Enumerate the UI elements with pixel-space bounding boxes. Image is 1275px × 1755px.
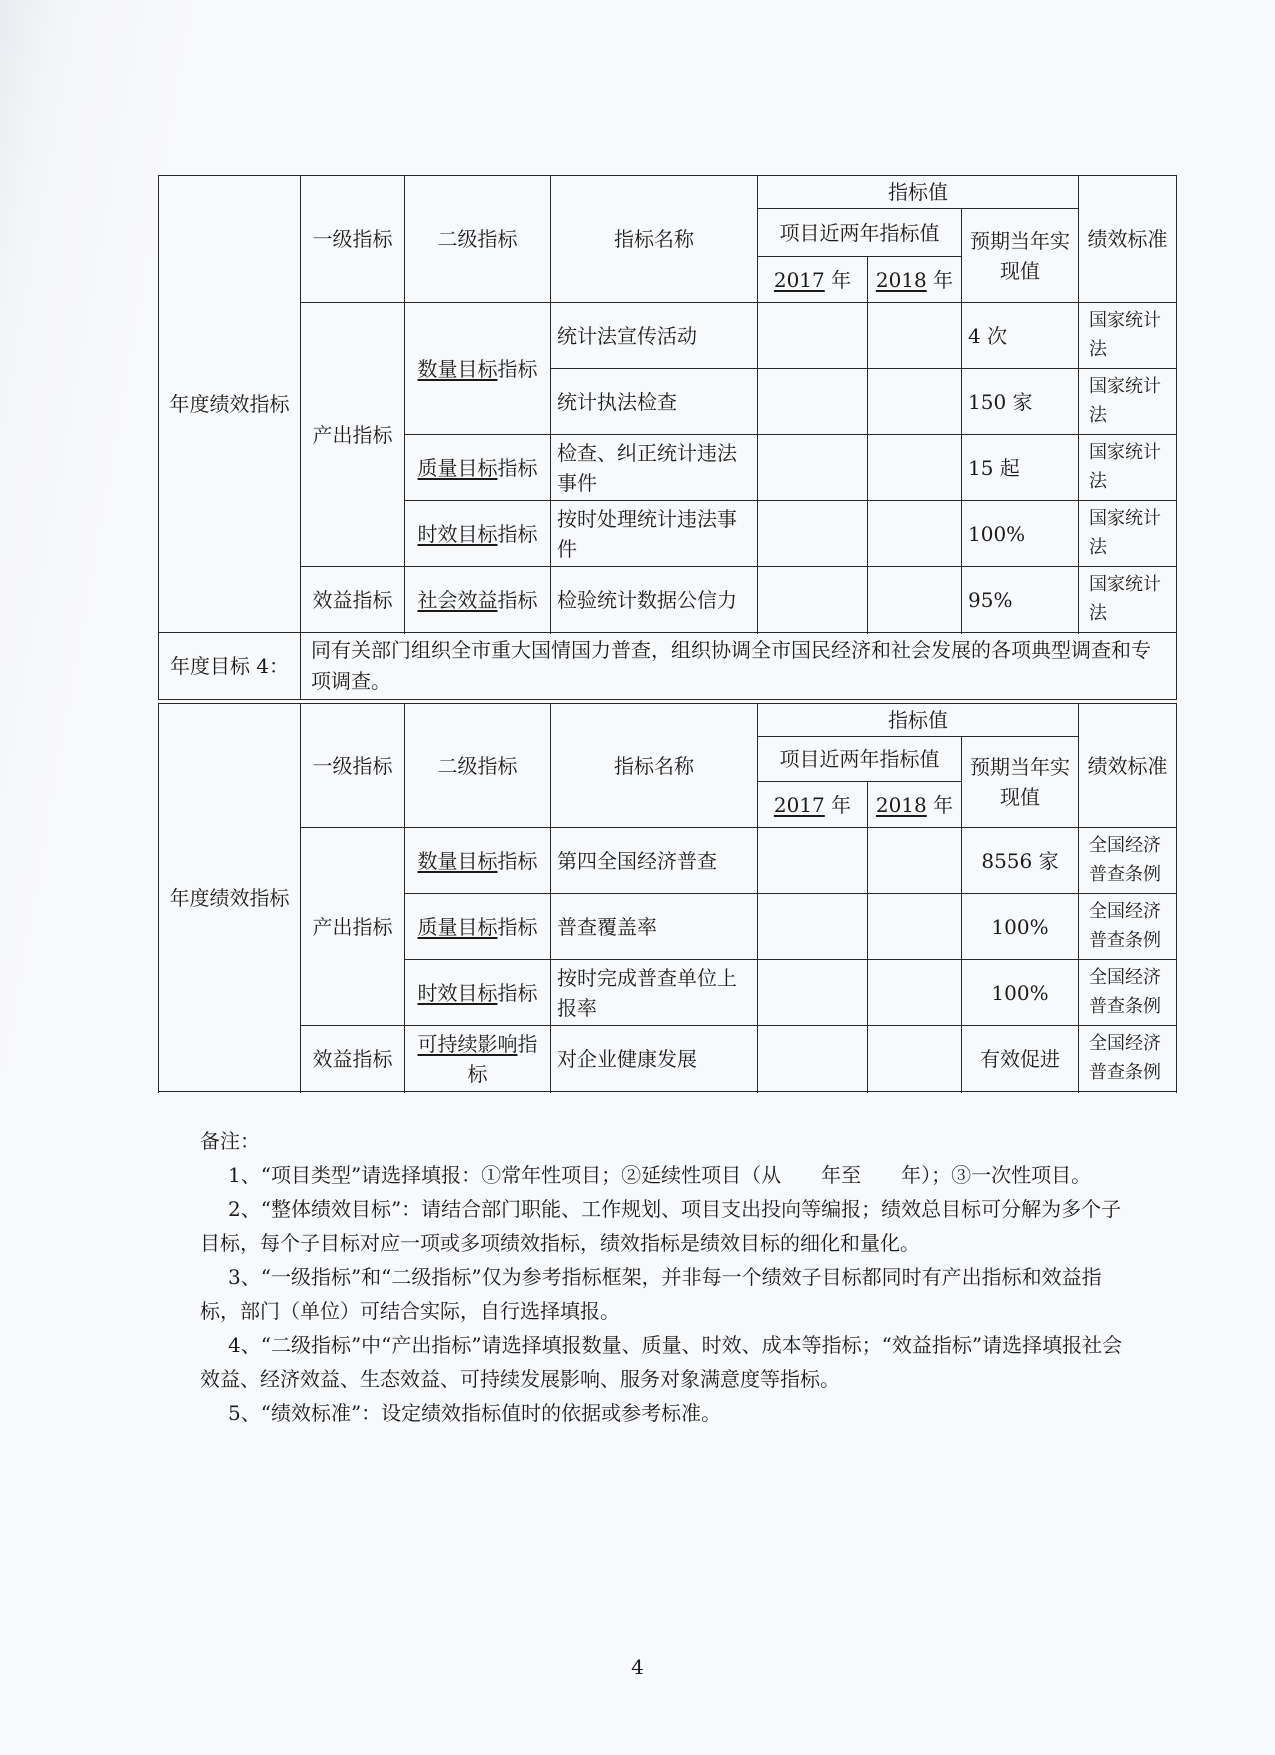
goal4-text: 同有关部门组织全市重大国情国力普查，组织协调全市国民经济和社会发展的各项典型调查和专项调查。 bbox=[301, 633, 1177, 700]
header-expected: 预期当年实现值 bbox=[962, 209, 1079, 303]
header-year-2017: 2017 年 bbox=[758, 257, 868, 303]
indicator-name: 检查、纠正统计违法事件 bbox=[551, 435, 758, 501]
expected-value: 100% bbox=[962, 501, 1079, 567]
value-2017 bbox=[758, 1026, 868, 1092]
level2-cell: 时效目标指标 bbox=[405, 960, 551, 1026]
value-2017 bbox=[758, 435, 868, 501]
header-indicator-value: 指标值 bbox=[758, 704, 1079, 737]
level2-cell: 数量目标指标 bbox=[405, 828, 551, 894]
level2-cell: 数量目标指标 bbox=[405, 303, 551, 435]
note-item: 5、“绩效标准”：设定绩效指标值时的依据或参考标准。 bbox=[228, 1401, 722, 1425]
value-2017 bbox=[758, 369, 868, 435]
header-level1: 一级指标 bbox=[301, 176, 405, 303]
level2-cell: 社会效益指标 bbox=[405, 567, 551, 633]
value-2017 bbox=[758, 960, 868, 1026]
value-2018 bbox=[868, 501, 962, 567]
value-2017 bbox=[758, 828, 868, 894]
header-name: 指标名称 bbox=[551, 176, 758, 303]
header-standard: 绩效标准 bbox=[1079, 176, 1177, 303]
note-item: 1、“项目类型”请选择填报：①常年性项目；②延续性项目（从 年至 年）；③一次性项目。 bbox=[228, 1163, 1092, 1187]
header-year-2018: 2018 年 bbox=[868, 257, 962, 303]
expected-value: 8556 家 bbox=[962, 828, 1079, 894]
indicator-name: 检验统计数据公信力 bbox=[551, 567, 758, 633]
notes-section bbox=[200, 1124, 1140, 1430]
header-level1: 一级指标 bbox=[301, 704, 405, 828]
header-year-2017: 2017 年 bbox=[758, 782, 868, 828]
section1-title: 年度绩效指标 bbox=[159, 176, 301, 633]
header-indicator-value: 指标值 bbox=[758, 176, 1079, 209]
performance-table-2 bbox=[158, 703, 1177, 1092]
header-name: 指标名称 bbox=[551, 704, 758, 828]
expected-value: 95% bbox=[962, 567, 1079, 633]
value-2018 bbox=[868, 567, 962, 633]
value-2018 bbox=[868, 369, 962, 435]
expected-value: 100% bbox=[962, 894, 1079, 960]
header-year-2018: 2018 年 bbox=[868, 782, 962, 828]
value-2017 bbox=[758, 303, 868, 369]
level2-cell: 质量目标指标 bbox=[405, 435, 551, 501]
level2-cell: 可持续影响指标 bbox=[405, 1026, 551, 1092]
header-level2: 二级指标 bbox=[405, 176, 551, 303]
section2-title: 年度绩效指标 bbox=[159, 704, 301, 1092]
indicator-name: 对企业健康发展 bbox=[551, 1026, 758, 1092]
indicator-name: 统计执法检查 bbox=[551, 369, 758, 435]
value-2017 bbox=[758, 894, 868, 960]
header-standard: 绩效标准 bbox=[1079, 704, 1177, 828]
expected-value: 150 家 bbox=[962, 369, 1079, 435]
note-item: 4、“二级指标”中“产出指标”请选择填报数量、质量、时效、成本等指标；“效益指标”请选择填报社会效益、经济效益、生态效益、可持续发展影响、服务对象满意度等指标。 bbox=[200, 1333, 1123, 1391]
standard-value: 国家统计法 bbox=[1079, 435, 1177, 501]
header-recent-two-years: 项目近两年指标值 bbox=[758, 737, 962, 782]
standard-value: 全国经济普查条例 bbox=[1079, 960, 1177, 1026]
expected-value: 15 起 bbox=[962, 435, 1079, 501]
standard-value: 全国经济普查条例 bbox=[1079, 894, 1177, 960]
expected-value: 有效促进 bbox=[962, 1026, 1079, 1092]
indicator-name: 普查覆盖率 bbox=[551, 894, 758, 960]
value-2018 bbox=[868, 828, 962, 894]
indicator-name: 第四全国经济普查 bbox=[551, 828, 758, 894]
header-level2: 二级指标 bbox=[405, 704, 551, 828]
note-item: 3、“一级指标”和“二级指标”仅为参考指标框架，并非每一个绩效子目标都同时有产出指标和效益指标，部门（单位）可结合实际，自行选择填报。 bbox=[200, 1265, 1102, 1323]
value-2017 bbox=[758, 501, 868, 567]
output-indicator: 产出指标 bbox=[301, 303, 405, 567]
level2-cell: 时效目标指标 bbox=[405, 501, 551, 567]
goal4-label: 年度目标 4： bbox=[159, 633, 301, 700]
value-2018 bbox=[868, 894, 962, 960]
note-item: 2、“整体绩效目标”：请结合部门职能、工作规划、项目支出投向等编报；绩效总目标可分解为多个子目标，每个子目标对应一项或多项绩效指标，绩效指标是绩效目标的细化和量化。 bbox=[200, 1197, 1122, 1255]
benefit-indicator: 效益指标 bbox=[301, 567, 405, 633]
standard-value: 国家统计法 bbox=[1079, 303, 1177, 369]
notes-title: 备注： bbox=[200, 1129, 260, 1153]
value-2018 bbox=[868, 960, 962, 1026]
value-2018 bbox=[868, 1026, 962, 1092]
header-recent-two-years: 项目近两年指标值 bbox=[758, 209, 962, 257]
indicator-name: 统计法宣传活动 bbox=[551, 303, 758, 369]
standard-value: 全国经济普查条例 bbox=[1079, 828, 1177, 894]
standard-value: 全国经济普查条例 bbox=[1079, 1026, 1177, 1092]
page-number: 4 bbox=[631, 1655, 644, 1679]
performance-table-1 bbox=[158, 175, 1177, 700]
expected-value: 100% bbox=[962, 960, 1079, 1026]
indicator-name: 按时完成普查单位上报率 bbox=[551, 960, 758, 1026]
value-2017 bbox=[758, 567, 868, 633]
benefit-indicator: 效益指标 bbox=[301, 1026, 405, 1092]
indicator-name: 按时处理统计违法事件 bbox=[551, 501, 758, 567]
output-indicator: 产出指标 bbox=[301, 828, 405, 1026]
standard-value: 国家统计法 bbox=[1079, 501, 1177, 567]
header-expected: 预期当年实现值 bbox=[962, 737, 1079, 828]
level2-cell: 质量目标指标 bbox=[405, 894, 551, 960]
expected-value: 4 次 bbox=[962, 303, 1079, 369]
value-2018 bbox=[868, 435, 962, 501]
standard-value: 国家统计法 bbox=[1079, 567, 1177, 633]
standard-value: 国家统计法 bbox=[1079, 369, 1177, 435]
value-2018 bbox=[868, 303, 962, 369]
